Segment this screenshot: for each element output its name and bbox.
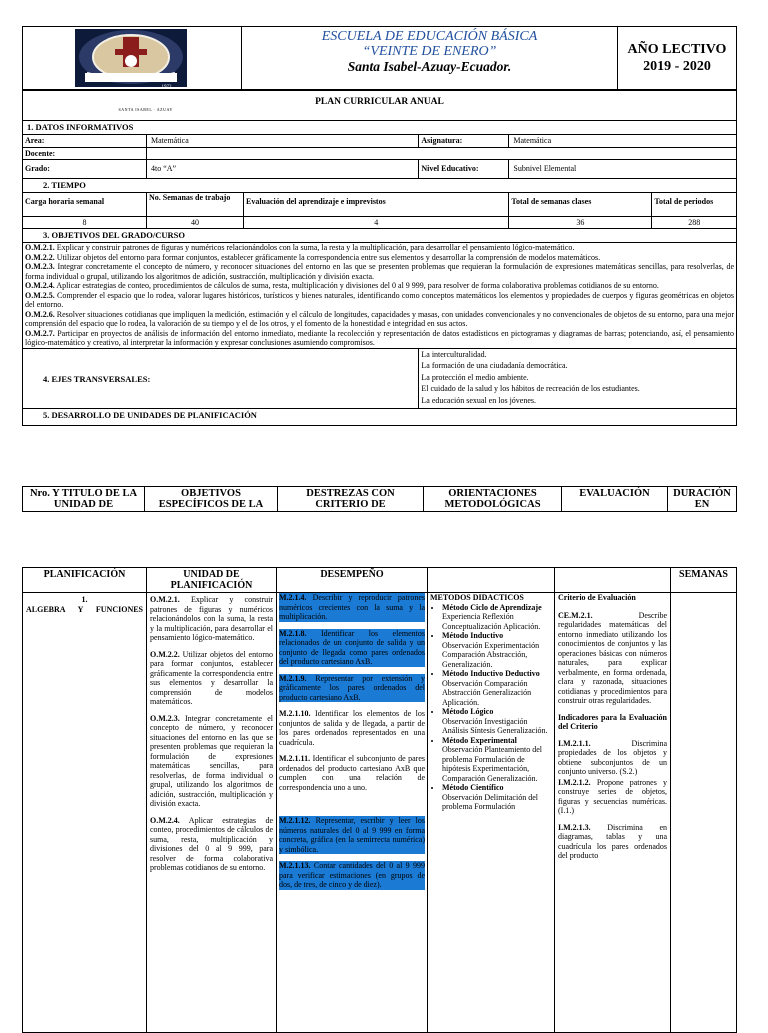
axis-item: El cuidado de la salud y los hábitos de recreación de los estudiantes. (421, 384, 640, 393)
objective-item: O.M.2.7. Participar en proyectos de análisis de información del entorno inmediato, mediante la recolección y representación de datos estadísticos en pictogramas y diagramas de barras; potenciando, así, el pensamiento lógico-matemático y creativo, al interpretar la información y expresar conclusiones asumiendo compromisos. (25, 328, 734, 347)
objective-item: O.M.2.1. Explicar y construir patrones de figuras y numéricos relacionándolos con la suma, la resta y la multiplicación, para desarrollar el pensamiento lógico-matemático. (25, 243, 575, 252)
method-item: • Método Ciclo de Aprendizaje Experiencia Reflexión Conceptualización Aplicación. (442, 603, 552, 632)
time-value-3: 36 (509, 216, 652, 229)
school-line1: ESCUELA DE EDUCACIÓN BÁSICA (321, 29, 538, 44)
objective-item: O.M.2.2. Utilizar objetos del entorno para formar conjuntos, establecer gráficamente la correspondencia entre sus elementos y desarrollar la comprensión de modelos matemáticos. (25, 252, 601, 262)
time-header-3: Total de semanas clases (509, 192, 652, 216)
section1-title: 1. DATOS INFORMATIVOS (23, 121, 737, 135)
evaluation-cell (555, 593, 671, 1033)
axis-item: La interculturalidad. (421, 349, 487, 359)
time-header-1: No. Semanas de trabajo (147, 192, 244, 216)
eval-title: Criterio de Evaluación (558, 593, 636, 602)
nivel-value: Subnivel Elemental (509, 160, 737, 179)
method-item: • Método Lógico Observación Investigación Análisis Síntesis Generalización. (442, 707, 552, 736)
section4-title: 4. EJES TRANSVERSALES: (23, 348, 419, 408)
docente-value (147, 147, 737, 160)
asignatura-label: Asignatura: (419, 135, 509, 148)
year-value: 2019 - 2020 (643, 59, 711, 74)
indicator-item: I.M.2.1.3. Discrimina en diagramas, tablas y una cuadrícula los pares ordenados del producto (558, 822, 667, 860)
units-header-table (22, 486, 737, 512)
grado-label: Grado: (23, 160, 147, 179)
unit-objective: O.M.2.3. Integrar concretamente el concepto de número, y reconocer situaciones del entorno en las que se presenten problemas que requieran la formulación de expresiones matemáticas sencillas, para resolverlas, de forma individual o grupal, utilizando los algoritmos de adición, sustracción, multiplicación y división exacta. (150, 713, 273, 808)
area-value: Matemática (147, 135, 419, 148)
school-name-cell (242, 27, 618, 90)
objectives-cell (23, 243, 737, 349)
time-header-2: Evaluación del aprendizaje e imprevistos (244, 192, 509, 216)
asignatura-value: Matemática (509, 135, 737, 148)
time-header-4: Total de periodos (652, 192, 737, 216)
units-header-1: OBJETIVOS ESPECÍFICOS DE LA (145, 487, 278, 512)
eval-criterion: CE.M.2.1. Describe regularidades matemáticas del entorno inmediato utilizando los conocimientos de conjuntos y las operaciones básicas con números naturales, para explicar verbalmente, en forma ordenada, clara y razonada, situaciones cotidianas y procedimientos para construir otras regularidades. (558, 610, 667, 705)
logo-text: SANTA ISABEL · AZUAY (118, 106, 173, 112)
p2-header-5: SEMANAS (671, 568, 737, 593)
method-item: • Método Inductivo Deductivo Observación Comparación Abstracción Generalización Aplicación. (442, 669, 552, 707)
unit-objective: O.M.2.2. Utilizar objetos del entorno para formar conjuntos, establecer gráficamente la correspondencia entre sus elementos y desarrollar la comprensión de modelos matemáticos. (150, 649, 273, 706)
logo-cell (23, 27, 242, 112)
axis-item: La protección el medio ambiente. (421, 372, 529, 382)
objective-item: O.M.2.3. Integrar concretamente el concepto de número, y reconocer situaciones del entorno en las que se presenten problemas que requieran la formulación de expresiones matemáticas sencillas, para resolverlas, de forma individual o grupal, utilizando los algoritmos de adición, sustracción, multiplicación y división exacta. (25, 262, 734, 281)
indicators-title: Indicadores para la Evaluación del Criterio (558, 712, 667, 731)
p2-header-4 (555, 568, 671, 593)
year-cell (618, 27, 737, 90)
indicator-item: I.M.2.1.1. Discrimina propiedades de los objetos y obtiene subconjuntos de un conjunto universo. (S.2.) (558, 738, 667, 776)
method-item: • Método Inductivo Observación Experimentación Comparación Abstracción, Generalización. (442, 631, 552, 669)
time-value-2: 4 (244, 216, 509, 229)
docente-label: Docente: (23, 147, 147, 160)
objective-item: O.M.2.4. Aplicar estrategias de conteo, procedimientos de cálculos de suma, resta, multiplicación y divisiones del 0 al 9 999, para resolver de forma colaborativa problemas cotidianos de su entorno. (25, 281, 659, 290)
units-header-3: ORIENTACIONES METODOLÓGICAS (424, 487, 562, 512)
skill-item: M.2.1.13. Contar cantidades del 0 al 9 999 para verificar estimaciones (en grupos de dos, de tres, de cinco y de diez). (279, 861, 425, 889)
skills-cell (277, 593, 428, 1033)
p2-header-1: UNIDAD DE PLANIFICACIÓN (147, 568, 277, 593)
methods-title: METODOS DIDACTICOS (430, 593, 524, 602)
units-header-4: EVALUACIÓN (562, 487, 668, 512)
units-header-2: DESTREZAS CON CRITERIO DE (278, 487, 424, 512)
units-header-5: DURACIÓN EN (668, 487, 737, 512)
p2-header-3 (428, 568, 555, 593)
axes-list (419, 348, 737, 408)
p2-header-0: PLANIFICACIÓN (23, 568, 147, 593)
axis-item: La formación de una ciudadanía democrática. (421, 361, 568, 370)
school-line2: “VEINTE DE ENERO” (362, 44, 497, 59)
school-line3: Santa Isabel-Azuay-Ecuador. (347, 59, 512, 74)
axis-item: La educación sexual en los jóvenes. (421, 395, 536, 405)
time-value-1: 40 (147, 216, 244, 229)
p2-header-2: DESEMPEÑO (277, 568, 428, 593)
method-item: • Método Científico Observación Delimitación del problema Formulación (442, 783, 552, 812)
section2-title: 2. TIEMPO (23, 178, 737, 192)
nivel-label: Nivel Educativo: (419, 160, 509, 179)
time-value-4: 288 (652, 216, 737, 229)
time-value-0: 8 (23, 216, 147, 229)
grado-value: 4to “A” (147, 160, 419, 179)
plan-table (22, 90, 737, 426)
weeks-cell (671, 593, 737, 1033)
objective-item: O.M.2.6. Resolver situaciones cotidianas que impliquen la medición, estimación y el cálculo de longitudes, capacidades y masas, con unidades convencionales y no convencionales de objetos de su entorno, para una mejor comprensión del espacio que lo rodea, la valoración de su tiempo y el de los otros, y el fomento de la honestidad e integridad en sus actos. (25, 309, 734, 328)
unit-number: 1. (81, 595, 88, 604)
year-label: AÑO LECTIVO (627, 42, 727, 57)
method-item: • Método Experimental Observación Planteamiento del problema Formulación de hipótesis Experimentación, Comparación Generalización. (442, 736, 552, 784)
unit-objectives-cell (147, 593, 277, 1033)
skill-item: M.2.1.4. Describir y reproducir patrones numéricos crecientes con la suma y la multiplicación. (279, 593, 425, 621)
units-header-0: Nro. Y TITULO DE LA UNIDAD DE (23, 487, 145, 512)
logo-year: 1972 (161, 84, 172, 90)
methods-cell (428, 593, 555, 1033)
section5-title: 5. DESARROLLO DE UNIDADES DE PLANIFICACIÓN (23, 408, 737, 425)
skill-item: M.2.1.12. Representar, escribir y leer los números naturales del 0 al 9 999 en forma concreta, gráfica (en la semirrecta numérica) y simbólica. (279, 816, 425, 854)
section3-title: 3. OBJETIVOS DEL GRADO/CURSO (23, 229, 737, 243)
skill-item: M.2.1.11. Identificar el subconjunto de pares ordenados del producto cartesiano AxB que cumplen con una relación de correspondencia uno a uno. (279, 754, 425, 792)
school-logo-icon (23, 27, 241, 89)
area-label: Area: (23, 135, 147, 148)
indicator-item: I.M.2.1.2. Propone patrones y construye series de objetos, figuras y secuencias numéricas. (I.1.) (558, 777, 667, 815)
plan-title: PLAN CURRICULAR ANUAL (23, 91, 737, 121)
unit-title: ALGEBRA Y FUNCIONES (26, 604, 143, 614)
skill-item: M.2.1.10. Identificar los elementos de los conjuntos de salida y de llegada, a partir de los pares ordenados representados en una cuadrícula. (279, 709, 425, 747)
unit-objective: O.M.2.1. Explicar y construir patrones de figuras y numéricos relacionándolos con la suma, la resta y la multiplicación, para desarrollar el pensamiento lógico-matemático. (150, 595, 273, 642)
unit-objective: O.M.2.4. Aplicar estrategias de conteo, procedimientos de cálculos de suma, resta, multiplicación y divisiones del 0 al 9 999, para resolver de forma colaborativa problemas cotidianos de su entorno. (150, 815, 273, 872)
objective-item: O.M.2.5. Comprender el espacio que lo rodea, valorar lugares históricos, turísticos y bienes naturales, identificando como conceptos matemáticos los elementos y propiedades de cuerpos y figuras geométricas en objetos del entorno. (25, 290, 734, 309)
time-header-0: Carga horaria semanal (23, 192, 147, 216)
skill-item: M.2.1.8. Identificar los elementos relacionados de un conjunto de salida y un conjunto de llegada como pares ordenados del producto cartesiano AxB. (279, 628, 425, 666)
units-table (22, 567, 737, 1033)
unit-title-cell (23, 593, 147, 1033)
skill-item: M.2.1.9. Representar por extensión y gráficamente los pares ordenados del producto cartesiano AxB. (279, 673, 425, 702)
